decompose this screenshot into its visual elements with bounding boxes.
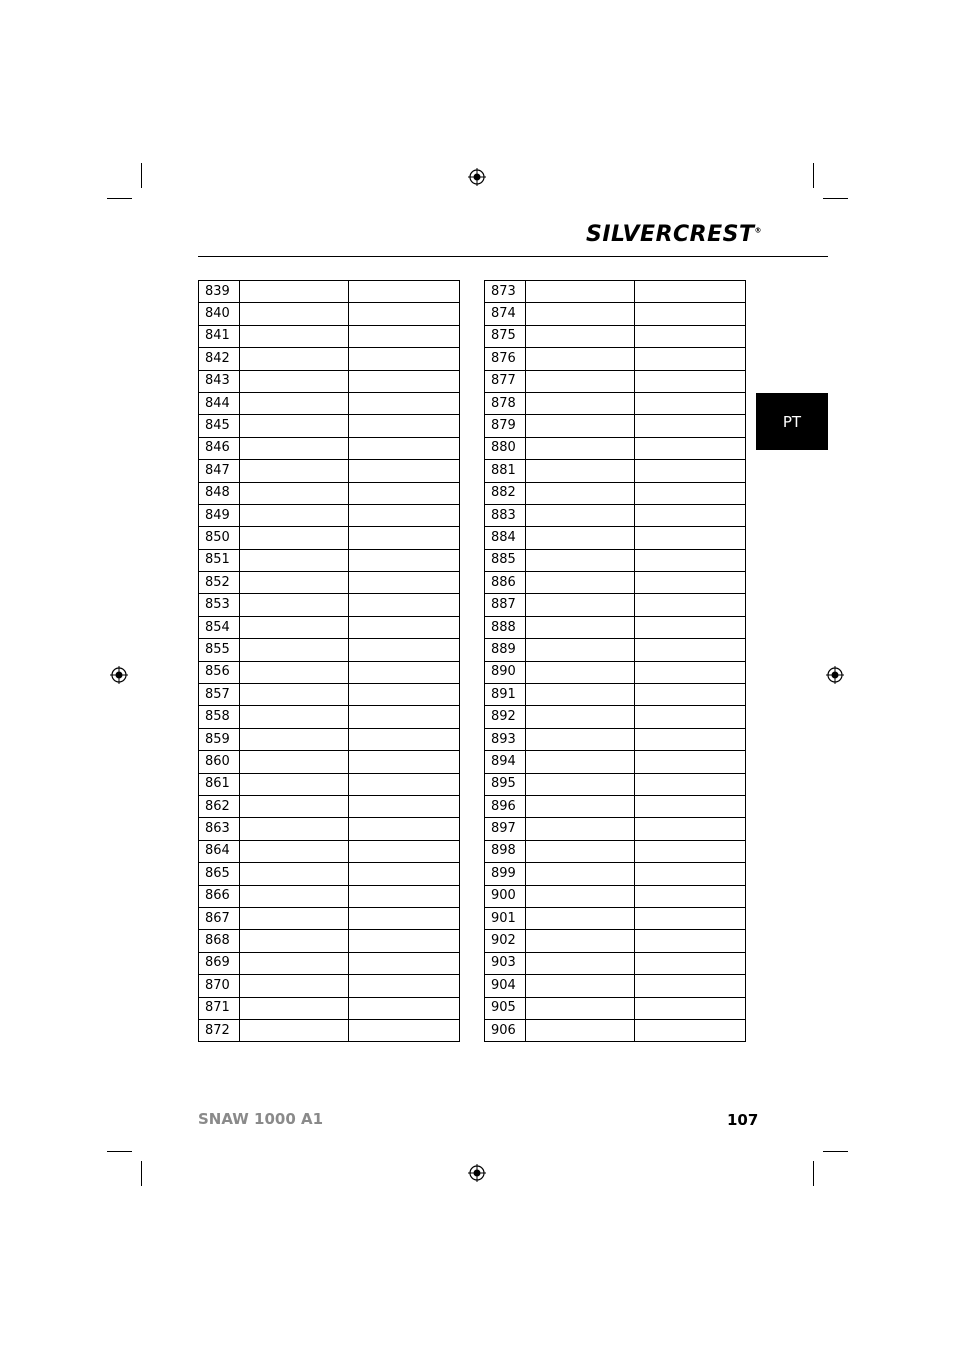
blank-cell [349,460,460,482]
blank-cell [349,437,460,459]
crop-mark [813,163,814,188]
table-row [199,527,460,549]
row-number: 889 [485,639,526,661]
table-row [485,661,746,683]
blank-cell [526,773,635,795]
blank-cell [240,572,349,594]
blank-cell [240,616,349,638]
blank-cell [349,303,460,325]
blank-cell [526,975,635,997]
blank-cell [349,639,460,661]
row-number: 862 [199,795,240,817]
blank-cell [240,460,349,482]
row-number: 880 [485,437,526,459]
table-row [485,863,746,885]
table-row [485,594,746,616]
blank-cell [635,415,746,437]
blank-cell [526,348,635,370]
blank-cell [526,997,635,1019]
blank-cell [635,952,746,974]
row-number: 850 [199,527,240,549]
row-number: 893 [485,728,526,750]
blank-cell [635,303,746,325]
row-number: 883 [485,504,526,526]
blank-cell [240,482,349,504]
blank-cell [526,795,635,817]
row-number: 846 [199,437,240,459]
blank-cell [349,661,460,683]
footer-page-number: 107 [727,1111,759,1129]
table-row [199,751,460,773]
table-row [485,997,746,1019]
blank-cell [635,594,746,616]
row-number: 853 [199,594,240,616]
blank-cell [349,392,460,414]
blank-cell [349,795,460,817]
registration-mark-icon [468,168,486,186]
table-row [199,482,460,504]
table-row [199,460,460,482]
blank-cell [349,504,460,526]
blank-cell [526,392,635,414]
blank-cell [349,997,460,1019]
blank-cell [349,840,460,862]
row-number: 904 [485,975,526,997]
table-row [485,549,746,571]
table-row [485,460,746,482]
table-row [199,303,460,325]
blank-cell [526,661,635,683]
table-row [485,930,746,952]
row-number: 867 [199,907,240,929]
table-row [199,616,460,638]
blank-cell [526,639,635,661]
table-row [485,751,746,773]
row-number: 905 [485,997,526,1019]
table-row [485,325,746,347]
blank-cell [240,661,349,683]
blank-cell [526,303,635,325]
crop-mark [141,1161,142,1186]
footer-model-name: SNAW 1000 A1 [198,1110,324,1128]
blank-cell [349,527,460,549]
blank-cell [240,549,349,571]
blank-cell [526,527,635,549]
registration-mark-icon [826,666,844,684]
row-number: 839 [199,281,240,303]
blank-cell [349,907,460,929]
blank-cell [635,863,746,885]
blank-cell [240,706,349,728]
blank-cell [526,572,635,594]
crop-mark [107,198,132,199]
blank-cell [635,348,746,370]
header-rule [198,256,828,257]
blank-cell [240,728,349,750]
table-row [199,997,460,1019]
blank-cell [240,975,349,997]
row-number: 849 [199,504,240,526]
registration-mark-icon [468,1164,486,1182]
blank-cell [349,863,460,885]
row-number: 891 [485,684,526,706]
row-number: 879 [485,415,526,437]
table-row [199,818,460,840]
table-row [485,728,746,750]
blank-cell [240,370,349,392]
blank-cell [240,392,349,414]
crop-mark [141,163,142,188]
blank-cell [635,504,746,526]
table-row [199,907,460,929]
row-number: 851 [199,549,240,571]
table-row [485,504,746,526]
blank-cell [635,281,746,303]
blank-cell [635,639,746,661]
blank-cell [349,684,460,706]
blank-cell [349,572,460,594]
right-number-table [484,280,746,1042]
row-number: 865 [199,863,240,885]
blank-cell [240,751,349,773]
blank-cell [635,460,746,482]
table-row [485,616,746,638]
blank-cell [240,684,349,706]
table-row [199,639,460,661]
blank-cell [635,1019,746,1041]
row-number: 872 [199,1019,240,1041]
crop-mark [813,1161,814,1186]
blank-cell [526,594,635,616]
blank-cell [349,952,460,974]
table-row [485,370,746,392]
blank-cell [240,773,349,795]
table-row [199,281,460,303]
brand-logo-second: CREST [673,222,755,247]
blank-cell [635,392,746,414]
row-number: 873 [485,281,526,303]
table-row [199,392,460,414]
row-number: 894 [485,751,526,773]
crop-mark [107,1151,132,1152]
blank-cell [240,415,349,437]
row-number: 901 [485,907,526,929]
row-number: 848 [199,482,240,504]
blank-cell [240,952,349,974]
blank-cell [526,504,635,526]
row-number: 840 [199,303,240,325]
blank-cell [635,773,746,795]
table-row [485,482,746,504]
blank-cell [526,706,635,728]
blank-cell [635,840,746,862]
blank-cell [526,818,635,840]
row-number: 882 [485,482,526,504]
row-number: 870 [199,975,240,997]
blank-cell [635,997,746,1019]
table-row [199,975,460,997]
blank-cell [240,907,349,929]
blank-cell [526,684,635,706]
row-number: 868 [199,930,240,952]
row-number: 860 [199,751,240,773]
table-row [199,594,460,616]
table-row [199,415,460,437]
row-number: 903 [485,952,526,974]
blank-cell [635,325,746,347]
left-number-table [198,280,460,1042]
blank-cell [349,751,460,773]
table-row [485,840,746,862]
row-number: 887 [485,594,526,616]
row-number: 852 [199,572,240,594]
blank-cell [635,616,746,638]
table-row [199,863,460,885]
blank-cell [635,370,746,392]
blank-cell [526,1019,635,1041]
blank-cell [349,281,460,303]
row-number: 845 [199,415,240,437]
row-number: 906 [485,1019,526,1041]
blank-cell [526,930,635,952]
table-row [199,795,460,817]
blank-cell [526,751,635,773]
blank-cell [240,863,349,885]
blank-cell [240,325,349,347]
blank-cell [635,795,746,817]
blank-cell [349,706,460,728]
table-row [485,392,746,414]
table-row [485,795,746,817]
row-number: 857 [199,684,240,706]
table-row [485,818,746,840]
row-number: 892 [485,706,526,728]
language-tab-label: PT [782,412,802,431]
row-number: 856 [199,661,240,683]
table-row [485,773,746,795]
table-row [199,437,460,459]
blank-cell [240,818,349,840]
table-row [485,952,746,974]
blank-cell [240,281,349,303]
blank-cell [349,549,460,571]
blank-cell [240,303,349,325]
blank-cell [349,616,460,638]
blank-cell [635,661,746,683]
blank-cell [526,840,635,862]
table-row [485,639,746,661]
blank-cell [635,751,746,773]
row-number: 854 [199,616,240,638]
row-number: 884 [485,527,526,549]
table-row [199,370,460,392]
blank-cell [349,482,460,504]
row-number: 847 [199,460,240,482]
blank-cell [526,549,635,571]
crop-mark [823,1151,848,1152]
table-row [485,572,746,594]
row-number: 871 [199,997,240,1019]
row-number: 902 [485,930,526,952]
table-row [485,527,746,549]
blank-cell [526,728,635,750]
table-row [485,684,746,706]
table-row [199,504,460,526]
blank-cell [526,415,635,437]
blank-cell [240,840,349,862]
row-number: 875 [485,325,526,347]
blank-cell [349,773,460,795]
row-number: 896 [485,795,526,817]
row-number: 843 [199,370,240,392]
blank-cell [635,572,746,594]
table-row [199,840,460,862]
brand-logo-first: SILVER [586,222,674,247]
blank-cell [349,415,460,437]
row-number: 864 [199,840,240,862]
blank-cell [349,975,460,997]
blank-cell [635,818,746,840]
blank-cell [240,594,349,616]
row-number: 900 [485,885,526,907]
blank-cell [349,818,460,840]
table-row [485,281,746,303]
row-number: 855 [199,639,240,661]
row-number: 869 [199,952,240,974]
row-number: 886 [485,572,526,594]
row-number: 861 [199,773,240,795]
table-row [199,1019,460,1041]
blank-cell [526,482,635,504]
table-row [485,437,746,459]
blank-cell [240,1019,349,1041]
table-row [199,728,460,750]
row-number: 866 [199,885,240,907]
row-number: 878 [485,392,526,414]
blank-cell [349,325,460,347]
blank-cell [635,549,746,571]
blank-cell [240,527,349,549]
blank-cell [526,370,635,392]
row-number: 863 [199,818,240,840]
blank-cell [635,885,746,907]
brand-logo [586,222,762,247]
blank-cell [349,370,460,392]
language-tab [756,393,828,450]
blank-cell [526,863,635,885]
blank-cell [635,482,746,504]
table-row [199,348,460,370]
table-row [199,706,460,728]
row-number: 877 [485,370,526,392]
row-number: 876 [485,348,526,370]
row-number: 841 [199,325,240,347]
row-number: 899 [485,863,526,885]
blank-cell [240,504,349,526]
row-number: 888 [485,616,526,638]
table-row [199,661,460,683]
blank-cell [349,1019,460,1041]
table-row [199,325,460,347]
blank-cell [240,437,349,459]
registered-mark: ® [754,226,762,235]
blank-cell [240,348,349,370]
blank-cell [526,325,635,347]
row-number: 859 [199,728,240,750]
blank-cell [240,795,349,817]
blank-cell [526,885,635,907]
table-row [485,706,746,728]
blank-cell [349,348,460,370]
blank-cell [635,527,746,549]
table-row [199,572,460,594]
blank-cell [349,885,460,907]
blank-cell [526,460,635,482]
table-row [485,303,746,325]
blank-cell [635,930,746,952]
row-number: 898 [485,840,526,862]
row-number: 874 [485,303,526,325]
table-row [485,348,746,370]
table-row [485,415,746,437]
row-number: 881 [485,460,526,482]
table-row [199,684,460,706]
blank-cell [526,616,635,638]
row-number: 895 [485,773,526,795]
blank-cell [240,930,349,952]
table-row [485,975,746,997]
table-row [199,549,460,571]
table-row [485,885,746,907]
blank-cell [349,728,460,750]
blank-cell [635,706,746,728]
blank-cell [240,997,349,1019]
blank-cell [526,907,635,929]
blank-cell [635,975,746,997]
table-row [199,930,460,952]
blank-cell [240,885,349,907]
blank-cell [635,728,746,750]
row-number: 858 [199,706,240,728]
crop-mark [823,198,848,199]
blank-cell [635,437,746,459]
table-row [485,907,746,929]
blank-cell [526,952,635,974]
row-number: 842 [199,348,240,370]
table-row [485,1019,746,1041]
table-row [199,773,460,795]
blank-cell [526,437,635,459]
table-row [199,885,460,907]
row-number: 885 [485,549,526,571]
blank-cell [635,684,746,706]
row-number: 897 [485,818,526,840]
row-number: 844 [199,392,240,414]
blank-cell [349,930,460,952]
blank-cell [240,639,349,661]
blank-cell [635,907,746,929]
row-number: 890 [485,661,526,683]
blank-cell [526,281,635,303]
table-row [199,952,460,974]
blank-cell [349,594,460,616]
registration-mark-icon [110,666,128,684]
